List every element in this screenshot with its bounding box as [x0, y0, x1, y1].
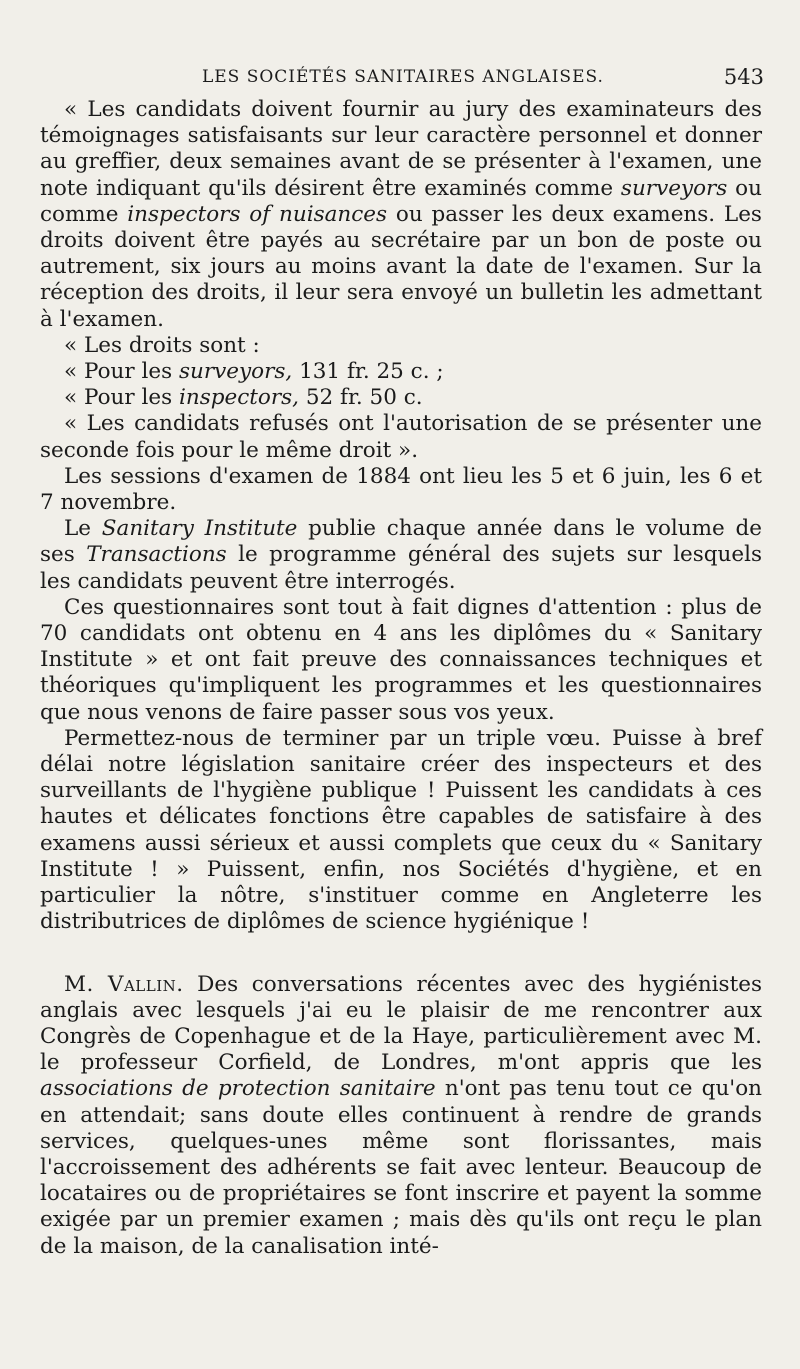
paragraph [40, 411, 762, 463]
text-run: ou passer les deux examens. Les droits doivent être payés au secrétaire par un bon de poste ou autrement, six jours au moins avant la date de l'examen. Sur la réception des droits, il leur sera envoyé un bulletin les admettant à l'examen. [40, 201, 762, 332]
paragraph [40, 516, 762, 595]
paragraph [40, 333, 762, 359]
text-run: Le [64, 516, 102, 542]
text-run: « Pour les [64, 385, 179, 411]
paragraph [40, 97, 762, 333]
page-header [42, 60, 764, 94]
paragraph [40, 464, 762, 516]
italic-text: surveyors [620, 175, 728, 201]
italic-text: Sanitary Institute [101, 516, 298, 542]
text-run: n'ont pas tenu tout ce qu'on en attendait; sans doute elles continuent à rendre de grands services, quelques-unes même sont florissantes, mais l'accroissement des adhérents se fait avec lenteur. Beaucoup de locataires ou de propriétaires se font inscrire et payent la somme exigée par un premier examen ; mais dès qu'ils ont reçu le plan de la maison, de la canalisation inté- [40, 1076, 762, 1259]
italic-text: associations de protection sanitaire [40, 1076, 436, 1102]
body-text [40, 97, 762, 1260]
text-run: 52 fr. 50 c. [298, 385, 423, 411]
paragraph [40, 359, 762, 385]
text-run: Ces questionnaires sont tout à fait dignes d'attention : plus de 70 candidats ont obtenu en 4 ans les diplômes du « Sanitary Institute » et ont fait preuve des connaissances techniques et théoriques qu'impliquent les programmes et les questionnaires que nous venons de faire passer sous vos yeux. [40, 594, 762, 725]
text-run: Les sessions d'examen de 1884 ont lieu les 5 et 6 juin, les 6 et 7 novembre. [40, 463, 762, 516]
paragraph [40, 385, 762, 411]
text-run: « Les droits sont : [64, 332, 260, 358]
text-run: « Pour les [64, 359, 179, 385]
italic-text: inspectors of nuisances [127, 201, 388, 227]
running-title: LES SOCIÉTÉS SANITAIRES ANGLAISES. [201, 67, 604, 87]
text-run: publie chaque année dans le volume de ses [40, 516, 762, 568]
text-run: Des conversations récentes avec des hygiénistes anglais avec lesquels j'ai eu le plaisir de me rencontrer aux Congrès de Copenhague et de la Haye, particulièrement avec M. le professeur Corfield, de Londres, m'ont appris que les [40, 971, 762, 1076]
italic-text: surveyors, [178, 359, 293, 385]
paragraph [40, 726, 762, 936]
italic-text: Transactions [86, 542, 227, 568]
text-run: Permettez-nous de terminer par un triple vœu. Puisse à bref délai notre législation sanitaire créer des inspecteurs et des surveillants de l'hygiène publique ! Puissent les candidats à ces hautes et délicates fonctions être capables de satisfaire à des examens aussi sérieux et aussi complets que ceux du « Sanitary Institute ! » Puissent, enfin, nos Sociétés d'hygiène, et en particulier la nôtre, s'instituer comme en Angleterre les distributrices de diplômes de science hygiénique ! [40, 725, 762, 935]
paragraph [40, 595, 762, 726]
text-run: « Les candidats refusés ont l'autorisation de se présenter une seconde fois pour le même droit ». [40, 411, 762, 463]
paragraph [40, 972, 762, 1260]
page-number: 543 [723, 65, 764, 89]
italic-text: inspectors, [178, 385, 299, 411]
text-run: « Les candidats doivent fournir au jury des examinateurs des témoignages satisfaisants sur leur caractère personnel et donner au greffier, deux semaines avant de se présenter à l'examen, une note indiquant qu'ils désirent être examinés comme [40, 97, 762, 201]
text-run: 131 fr. 25 c. ; [292, 359, 444, 385]
text-run: ou comme [40, 175, 762, 227]
speaker-name: M. Vallin. [64, 971, 184, 997]
text-run: le programme général des sujets sur lesquels les candidats peuvent être interrogés. [40, 542, 763, 594]
